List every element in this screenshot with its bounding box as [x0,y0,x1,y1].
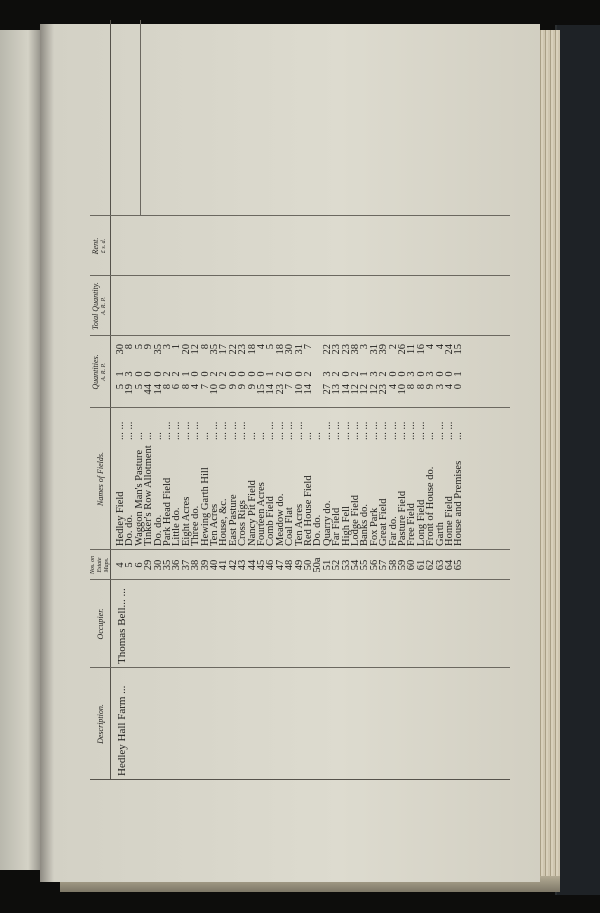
field-name: Nancy Pit Field [246,480,258,546]
quantity-perches: 35 [152,344,164,355]
leader-dots: ... ... [340,421,352,440]
quantity-perches: 20 [180,344,192,355]
quantity-acres: 9 [425,384,437,390]
quantity-roods: 0 [152,371,164,377]
rule-quantities [90,335,510,336]
quantity-roods: 0 [434,371,446,377]
quantity-roods: 3 [368,371,380,377]
leader-dots: ... ... [274,421,286,440]
map-number: 59 [397,559,408,571]
rule-names [90,407,510,408]
map-number: 41 [218,559,230,571]
quantity-roods: 3 [124,371,136,377]
quantity-roods: 2 [274,371,286,377]
leader-dots: ... ... [265,421,277,440]
quantity-perches: 23 [331,344,343,355]
map-number: 62 [425,559,437,571]
quantity-acres: 13 [331,384,343,395]
leader-dots: ... ... [378,421,390,440]
quantity-roods: 0 [284,371,296,377]
map-number: 50 [303,559,314,571]
quantity-roods: 0 [415,371,427,377]
rule-right-section [140,20,141,216]
map-number: 29 [143,559,155,571]
map-number: 36 [171,559,183,571]
occupier-text: Thomas Bell... ... [116,588,128,664]
field-name: East Pasture [227,494,239,546]
quantity-perches: 2 [387,344,399,350]
quantity-roods: 0 [397,371,408,377]
quantity-acres: 4 [190,384,202,390]
leader-dots: ... ... [284,421,296,440]
leader-dots: ... [143,432,155,440]
quantity-perches: 8 [199,344,211,350]
quantity-roods: 2 [350,371,361,377]
leader-dots: ... ... [434,421,446,440]
quantity-perches: 4 [425,344,437,350]
leader-dots: ... [256,432,267,440]
quantity-acres: 7 [284,384,296,390]
field-name: Comb Field [265,496,277,546]
quantity-roods: 1 [115,371,126,377]
field-name: Garth [434,522,446,546]
map-number: 38 [190,559,202,571]
map-number: 49 [293,559,305,571]
field-name: Ten Acres [293,503,305,546]
leader-dots: ... ... [190,421,202,440]
header-rent [90,216,110,276]
field-name: Great Field [378,498,390,546]
quantity-roods: 1 [359,371,371,377]
leader-dots: ... ... [162,421,173,440]
leader-dots: ... [425,432,437,440]
header-rent-label: Rent. [91,237,100,255]
quantity-roods: 2 [162,371,173,377]
quantity-roods: 2 [303,371,314,377]
quantity-acres: 23 [274,384,286,395]
leader-dots: ... ... [359,421,371,440]
header-rent-units: £ s. d. [101,238,107,254]
quantity-perches: 18 [274,344,286,355]
quantity-acres: 10 [209,384,220,395]
leader-dots: ... ... [350,421,361,440]
map-number: 63 [434,559,446,571]
quantity-perches: 9 [143,344,155,350]
map-number: 39 [199,559,211,571]
header-total-label: Total Quantity. [91,282,100,330]
map-number: 37 [180,559,192,571]
header-description: Description. [95,704,105,744]
quantity-acres: 9 [237,384,249,390]
map-number: 53 [340,559,352,571]
field-name: Pasture Field [397,490,408,546]
quantity-perches: 31 [368,344,380,355]
map-number: 4 [115,562,126,568]
map-number: 35 [162,559,173,571]
quantity-acres: 9 [246,384,258,390]
header-nos-on-maps: Nos. on Estate Maps. [89,555,110,575]
header-total-quantity [90,276,110,336]
quantity-roods: 2 [331,371,343,377]
quantity-perches: 12 [190,344,202,355]
map-number: 60 [406,559,418,571]
field-name: Red House Field [303,475,314,546]
quantity-acres: 5 [115,384,126,390]
leader-dots: ... ... [180,421,192,440]
rule-description [90,667,510,668]
leader-dots: ... ... [406,421,418,440]
map-number: 45 [256,559,267,571]
leader-dots: ... ... [218,421,230,440]
quantity-perches: 7 [303,344,314,350]
field-name: Fox Park [368,507,380,546]
quantity-roods: 0 [293,371,305,377]
field-name: High Fell [340,506,352,546]
quantity-perches: 5 [265,344,277,350]
map-number: 6 [133,562,145,568]
quantity-roods: 0 [256,371,267,377]
field-name: Cross Rigs [237,500,249,546]
quantity-roods: 0 [387,371,399,377]
quantity-perches: 3 [162,344,173,350]
leader-dots: ... [303,432,314,440]
quantity-acres: 5 [133,384,145,390]
leader-dots: ... ... [387,421,399,440]
leader-dots: ... ... [227,421,239,440]
leader-dots: ... ... [331,421,343,440]
field-name: Front of House do. [425,466,437,546]
quantity-acres: 3 [434,384,446,390]
quantity-roods: 0 [227,371,239,377]
quantity-roods: 0 [143,371,155,377]
quantity-acres: 23 [378,384,390,395]
leader-dots: ... ... [209,421,220,440]
quantity-acres: 14 [152,384,164,395]
leader-dots: ... [152,432,164,440]
quantity-acres: 15 [256,384,267,395]
leader-dots: ... [246,432,258,440]
map-number: 58 [387,559,399,571]
quantity-acres: 8 [415,384,427,390]
map-number: 65 [453,559,465,571]
leader-dots: ... [199,432,211,440]
quantity-acres: 4 [444,384,455,390]
quantity-perches: 31 [293,344,305,355]
leader-dots: ... ... [368,421,380,440]
quantity-acres: 14 [265,384,277,395]
quantity-acres: 14 [340,384,352,395]
quantity-perches: 24 [444,344,455,355]
quantity-acres: 10 [397,384,408,395]
leader-dots: ... ... [115,421,126,440]
leader-dots: ... ... [444,421,455,440]
field-name: Free Field [406,503,418,546]
leader-dots: ... ... [397,421,408,440]
map-number: 64 [444,559,455,571]
quantity-perches: 16 [415,344,427,355]
quantity-roods: 1 [453,371,465,377]
map-number: 42 [227,559,239,571]
quantity-acres: 4 [387,384,399,390]
leader-dots: ... [133,432,145,440]
quantity-perches: 8 [124,344,136,350]
field-name: Far Field [331,507,343,546]
quantity-acres: 10 [293,384,305,395]
quantity-acres: 9 [227,384,239,390]
quantity-acres: 27 [321,384,333,395]
field-name: Little do. [171,507,183,546]
quantity-acres: 12 [359,384,371,395]
header-total-units: A. R. P. [101,297,107,315]
field-name: Fourteen Acres [256,482,267,546]
map-number: 51 [321,559,333,571]
quantity-acres: 8 [180,384,192,390]
quantity-roods: 2 [171,371,183,377]
quantity-perches: 18 [246,344,258,355]
field-name: Coal Flat [284,507,296,546]
map-number: 52 [331,559,343,571]
field-name: Waggon Man's Pasture [133,449,145,546]
quantity-perches: 1 [171,344,183,350]
quantity-roods: 3 [406,371,418,377]
header-quantities-units: A. R. P. [101,363,107,381]
ledger-rotated [90,20,510,780]
header-quantities [90,336,110,408]
quantity-perches: 4 [434,344,446,350]
quantity-acres: 0 [218,384,230,390]
field-name: Far do. [387,516,399,546]
field-name: Meadow do. [274,493,286,546]
map-number: 40 [209,559,220,571]
leader-dots: ... ... [237,421,249,440]
field-name: Hedley Field [115,491,126,546]
quantity-roods: 3 [425,371,437,377]
quantity-perches: 39 [378,344,390,355]
description-text: Hedley Hall Farm ... [116,685,128,776]
quantity-perches: 5 [133,344,145,350]
quantity-roods: 3 [321,371,333,377]
field-name: Eight Acres [180,496,192,546]
field-name: Do. do. [312,514,324,546]
leader-dots: ... [453,432,465,440]
quantity-perches: 30 [115,344,126,355]
quantity-perches: 22 [227,344,239,355]
map-number: 47 [274,559,286,571]
quantity-perches: 4 [256,344,267,350]
leader-dots: ... ... [171,421,183,440]
field-name: Banks do. [359,504,371,546]
quantity-perches: 17 [218,344,230,355]
leader-dots: ... ... [293,421,305,440]
table-header [90,20,111,780]
quantity-perches: 23 [340,344,352,355]
map-number: 56 [368,559,380,571]
quantity-perches: 15 [453,344,465,355]
quantity-roods: 2 [218,371,230,377]
quantity-roods: 0 [133,371,145,377]
leader-dots: ... [312,432,324,440]
map-number: 61 [415,559,427,571]
map-number: 55 [359,559,371,571]
quantity-roods: 1 [180,371,192,377]
field-name: Tinker's Row Allotment [143,445,155,546]
quantity-roods: 0 [246,371,258,377]
quantity-perches: 38 [350,344,361,355]
quantity-acres: 44 [143,384,155,395]
field-name: Lodge Field [350,494,361,546]
quantity-perches: 3 [359,344,371,350]
quantity-perches: 23 [237,344,249,355]
quantity-perches: 26 [397,344,408,355]
map-number: 30 [152,559,164,571]
quantity-perches: 35 [209,344,220,355]
quantity-perches: 22 [321,344,333,355]
quantity-acres: 8 [162,384,173,390]
map-number: 50a [312,557,324,573]
quantity-roods: 0 [237,371,249,377]
quantity-acres: 0 [453,384,465,390]
quantity-acres: 12 [350,384,361,395]
field-name: House and Premises [453,460,465,546]
quantity-acres: 12 [368,384,380,395]
header-quantities-label: Quantities. [91,354,100,390]
map-number: 48 [284,559,296,571]
quantity-roods: 0 [190,371,202,377]
rule-left [90,779,510,780]
header-names-of-fields: Names of Fields. [95,452,105,506]
field-name: Park Head Field [162,477,173,546]
rule-rent [90,215,510,216]
header-occupier: Occupier. [95,608,105,640]
quantity-perches: 11 [406,344,418,355]
map-number: 46 [265,559,277,571]
field-name: Quarry do. [321,500,333,546]
quantity-acres: 6 [171,384,183,390]
leader-dots: ... ... [415,421,427,440]
quantity-acres: 14 [303,384,314,395]
quantity-perches: 30 [284,344,296,355]
map-number: 5 [124,562,136,568]
field-name: Long Field [415,499,427,546]
quantity-acres: 19 [124,384,136,395]
leader-dots: ... ... [321,421,333,440]
quantity-acres: 7 [199,384,211,390]
field-name: Three do. [190,505,202,546]
quantity-roods: 2 [209,371,220,377]
quantity-roods: 2 [378,371,390,377]
quantity-roods: 0 [444,371,455,377]
map-number: 44 [246,559,258,571]
rule-total [90,275,510,276]
quantity-roods: 0 [199,371,211,377]
field-name: Hewing Garth Hill [199,467,211,546]
field-name: Ten Acres [209,503,220,546]
map-number: 43 [237,559,249,571]
quantity-acres: 8 [406,384,418,390]
quantity-roods: 0 [340,371,352,377]
field-name: Do. do. [124,514,136,546]
field-name: Home Field [444,496,455,546]
map-number: 54 [350,559,361,571]
field-name: Do. do. [152,514,164,546]
map-number: 57 [378,559,390,571]
quantity-roods: 1 [265,371,277,377]
field-name: House, &c. [218,498,230,546]
leader-dots: ... ... [124,421,136,440]
